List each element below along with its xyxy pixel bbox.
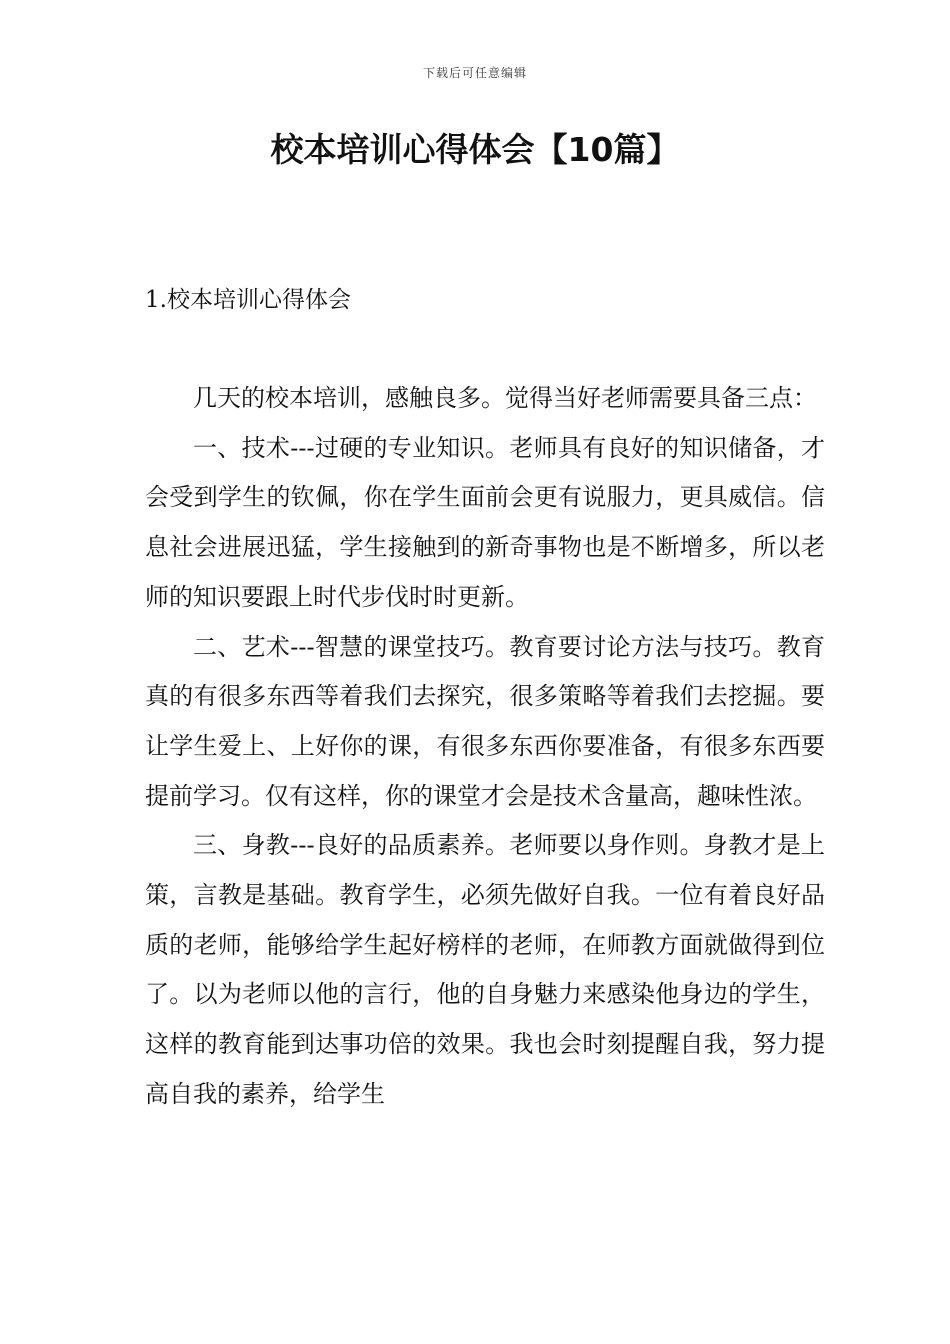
paragraph-art: 二、艺术---智慧的课堂技巧。教育要讨论方法与技巧。教育真的有很多东西等着我们去探究，很多策略等着我们去挖掘。要让学生爱上、上好你的课，有很多东西你要准备，有很多东西要提前学习。仅有这样，你的课堂才会是技术含量高，趣味性浓。 [145,632,825,810]
paragraph-intro: 几天的校本培训，感触良多。觉得当好老师需要具备三点： [193,384,817,412]
section-heading: 1.校本培训心得体会 [145,287,351,313]
header-note: 下载后可任意编辑 [422,66,527,80]
body-text [145,374,825,1120]
paragraph-skill: 一、技术---过硬的专业知识。老师具有良好的知识储备，才会受到学生的钦佩，你在学生面前会更有说服力，更具威信。信息社会进展迅猛，学生接触到的新奇事物也是不断增多，所以老师的知识要跟上时代步伐时时更新。 [145,433,825,611]
document-title: 校本培训心得体会【10篇】 [270,130,680,169]
paragraph-example: 三、身教---良好的品质素养。老师要以身作则。身教才是上策，言教是基础。教育学生，必须先做好自我。一位有着良好品质的老师，能够给学生起好榜样的老师，在师教方面就做得到位了。以为老师以他的言行，他的自身魅力来感染他身边的学生，这样的教育能到达事功倍的效果。我也会时刻提醒自我，努力提高自我的素养，给学生 [145,831,825,1108]
